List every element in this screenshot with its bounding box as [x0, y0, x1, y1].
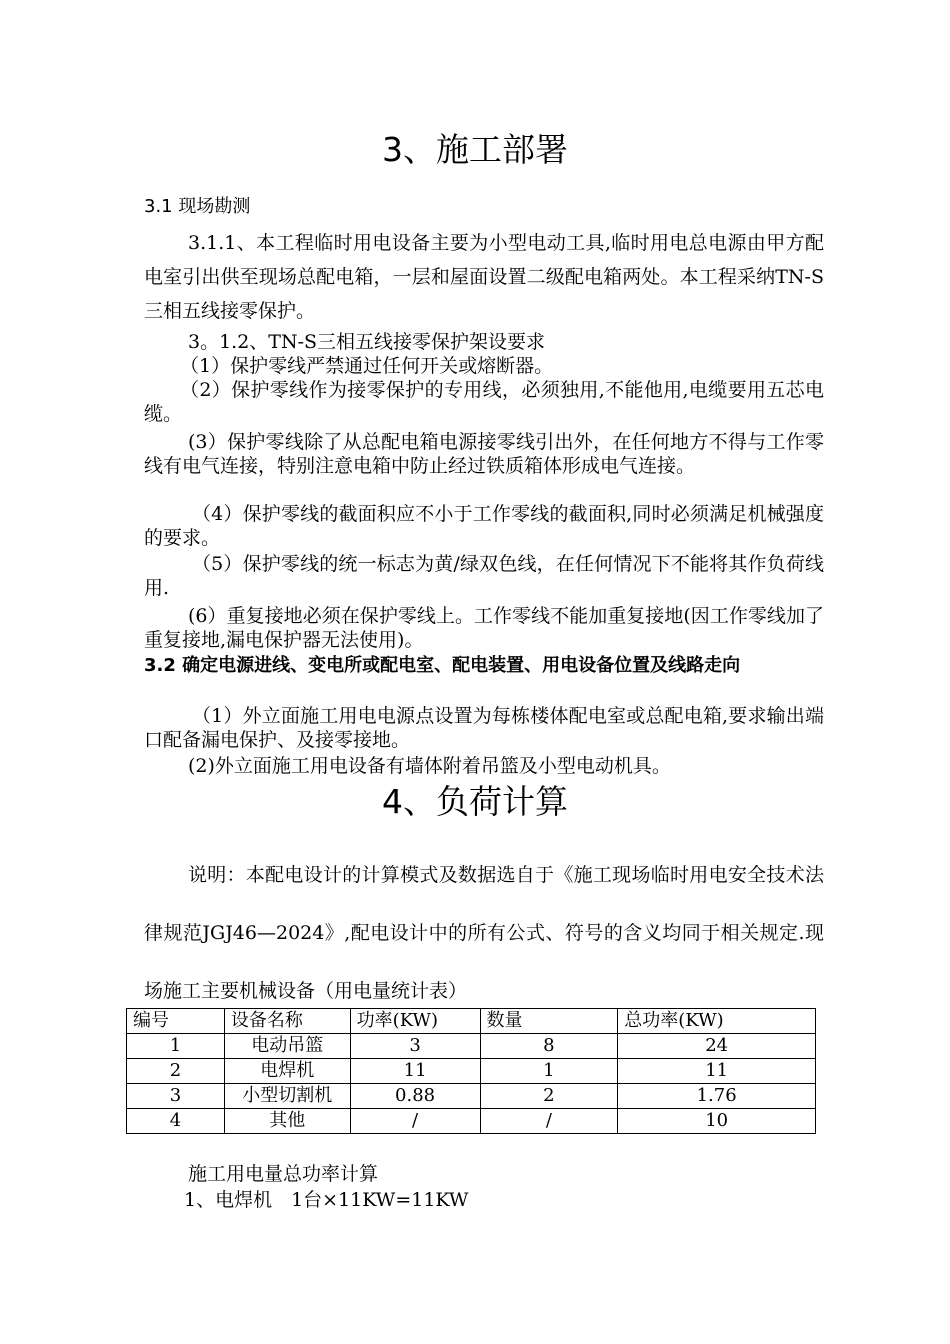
table-cell: 2 [480, 1084, 618, 1109]
table-header-cell: 总功率(KW) [618, 1009, 816, 1034]
table-header-row [127, 1009, 816, 1034]
list-item-1: （1）保护零线严禁通过任何开关或熔断器。 [180, 355, 554, 377]
table-row [127, 1109, 816, 1134]
list-item-2: （2）保护零线作为接零保护的专用线，必须独用,不能他用,电缆要用五芯电缆。 [144, 379, 824, 425]
table-header-cell: 功率(KW) [350, 1009, 480, 1034]
table-cell: 1 [127, 1034, 225, 1059]
list-item-3: (3）保护零线除了从总配电箱电源接零线引出外，在任何地方不得与工作零线有电气连接，特别注意电箱中防止经过铁质箱体形成电气连接。 [144, 431, 824, 477]
table-cell: 2 [127, 1059, 225, 1084]
load-calc-intro: 说明：本配电设计的计算模式及数据选自于《施工现场临时用电安全技术法律规范JGJ46—2024》,配电设计中的所有公式、符号的含义均同于相关规定.现场施工主要机械设备（用电量统计表） [144, 864, 824, 1002]
table-row [127, 1084, 816, 1109]
table-cell: 1.76 [618, 1084, 816, 1109]
table-cell: 11 [350, 1059, 480, 1084]
table-row [127, 1059, 816, 1084]
list-item-3-2-1: （1）外立面施工用电电源点设置为每栋楼体配电室或总配电箱,要求输出端口配备漏电保护、及接零接地。 [144, 705, 824, 751]
total-power-calc-title: 施工用电量总功率计算 [188, 1163, 379, 1185]
table-cell: 4 [127, 1109, 225, 1134]
table-cell: / [350, 1109, 480, 1134]
table-cell: / [480, 1109, 618, 1134]
list-item-6: (6）重复接地必须在保护零线上。工作零线不能加重复接地(因工作零线加了重复接地,漏电保护器无法使用)。 [144, 605, 824, 651]
table-cell: 24 [618, 1034, 816, 1059]
list-item-3-2-2: (2)外立面施工用电设备有墙体附着吊篮及小型电动机具。 [188, 755, 671, 777]
table-cell: 8 [480, 1034, 618, 1059]
list-item-4: （4）保护零线的截面积应不小于工作零线的截面积,同时必须满足机械强度的要求。 [144, 503, 824, 549]
table-cell: 3 [127, 1084, 225, 1109]
subsection-3-1-title: 3.1 现场勘测 [144, 196, 251, 217]
equipment-power-table [126, 1008, 816, 1134]
table-header-cell: 数量 [480, 1009, 618, 1034]
table-header-cell: 设备名称 [224, 1009, 350, 1034]
table-header-cell: 编号 [127, 1009, 225, 1034]
table-cell: 电焊机 [224, 1059, 350, 1084]
table-cell: 10 [618, 1109, 816, 1134]
table-row [127, 1034, 816, 1059]
table-cell: 电动吊篮 [224, 1034, 350, 1059]
calc-item-1: 1、电焊机 1台×11KW=11KW [184, 1189, 469, 1211]
section3-title: 3、施工部署 [382, 130, 568, 169]
table-cell: 其他 [224, 1109, 350, 1134]
subsection-3-2-title: 3.2 确定电源进线、变电所或配电室、配电装置、用电设备位置及线路走向 [144, 655, 741, 676]
paragraph-3-1-2-title: 3。1.2、TN-S三相五线接零保护架设要求 [188, 331, 546, 353]
table-cell: 3 [350, 1034, 480, 1059]
table-cell: 1 [480, 1059, 618, 1084]
table-cell: 11 [618, 1059, 816, 1084]
table-cell: 0.88 [350, 1084, 480, 1109]
list-item-5: （5）保护零线的统一标志为黄/绿双色线，在任何情况下不能将其作负荷线用. [144, 553, 824, 599]
table-cell: 小型切割机 [224, 1084, 350, 1109]
section4-title: 4、负荷计算 [382, 782, 568, 821]
paragraph-3-1-1: 3.1.1、本工程临时用电设备主要为小型电动工具,临时用电总电源由甲方配电室引出供至现场总配电箱，一层和屋面设置二级配电箱两处。本工程采纳TN-S三相五线接零保护。 [144, 232, 824, 322]
